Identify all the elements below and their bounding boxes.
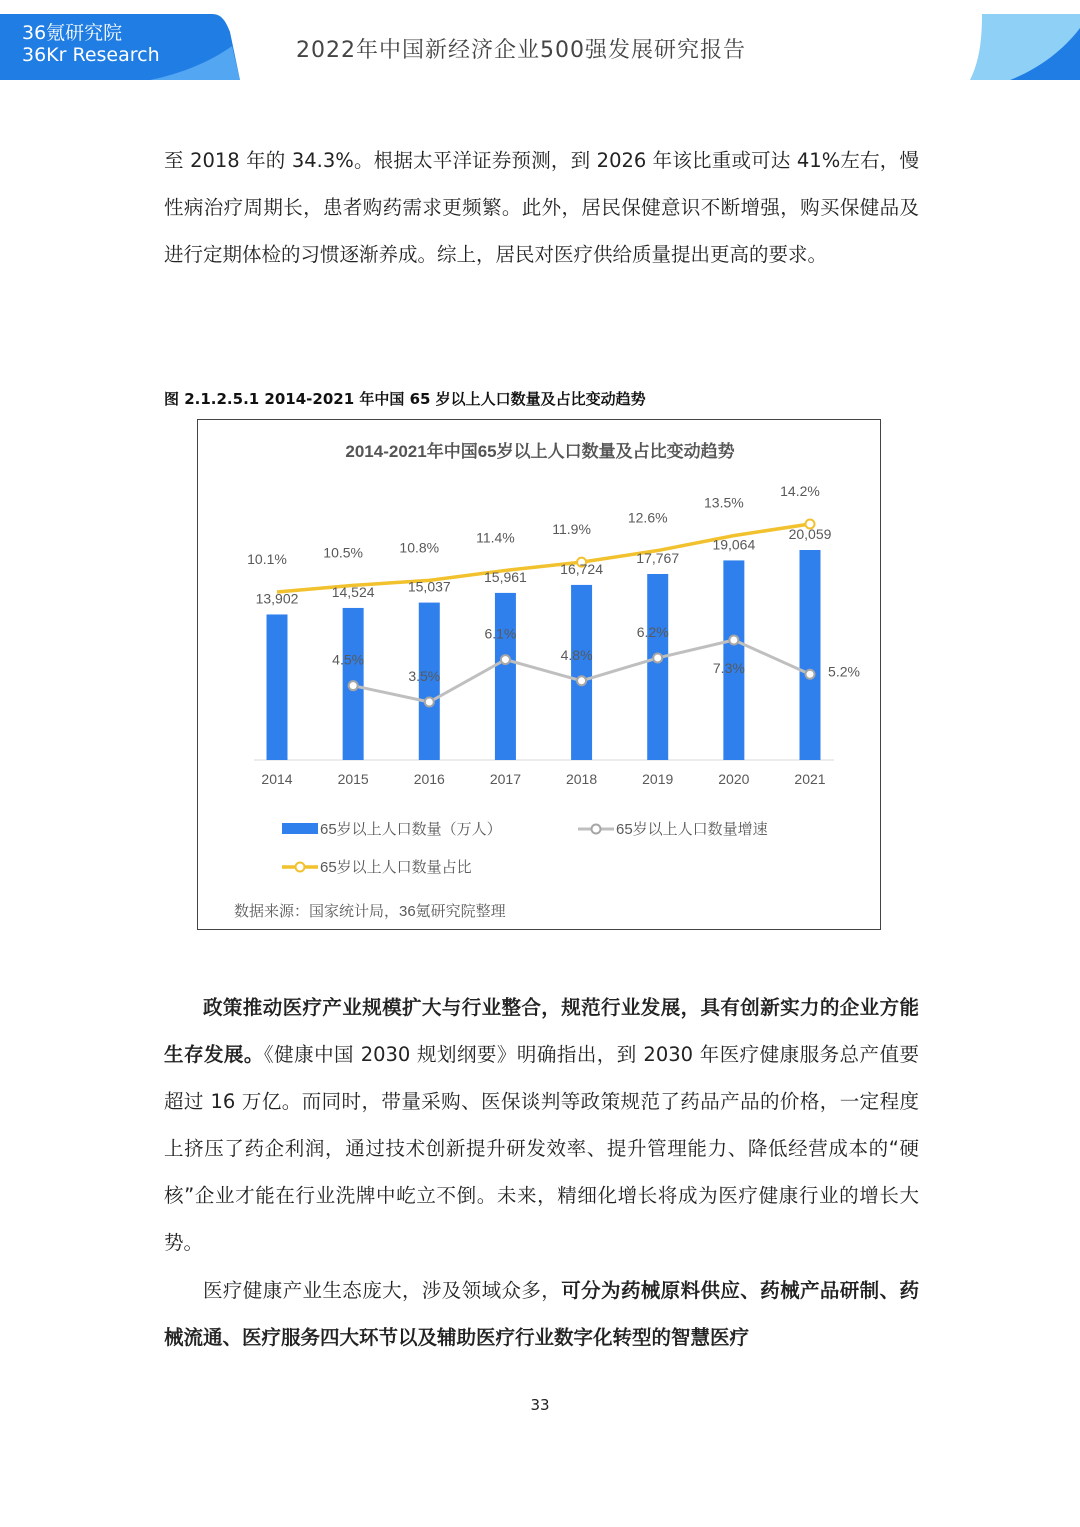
bar-label-2016: 15,037 — [407, 578, 451, 595]
page-number: 33 — [530, 1396, 550, 1414]
bar-2014 — [267, 614, 288, 760]
bar-label-2018: 16,724 — [560, 560, 603, 577]
page-header — [0, 0, 1080, 82]
category-label-2019: 2019 — [642, 771, 674, 787]
share-label-2020: 13.5% — [704, 494, 744, 511]
growth-point-2019 — [653, 653, 662, 662]
bar-label-2017: 15,961 — [484, 568, 527, 585]
chart-title: 2014-2021年中国65岁以上人口数量及占比变动趋势 — [345, 442, 735, 461]
report-title: 2022年中国新经济企业500强发展研究报告 — [296, 38, 746, 63]
growth-point-2018 — [577, 676, 586, 685]
paragraph-2-text — [164, 984, 919, 1266]
growth-point-2021 — [806, 670, 815, 679]
share-label-2015: 10.5% — [323, 544, 363, 561]
bar-label-2021: 20,059 — [788, 526, 832, 542]
paragraph-3-bold: 可分为药械原料供应、药械产品研制、药械流通、医疗服务四大环节以及辅助医疗行业数字化转型的智慧医疗 — [164, 1279, 919, 1349]
bar-2021 — [800, 550, 821, 760]
share-label-2017: 11.4% — [476, 529, 515, 546]
bar-label-2015: 14,524 — [331, 583, 375, 600]
corner-decoration — [970, 0, 1080, 80]
paragraph-2-bold: 政策推动医疗产业规模扩大与行业整合，规范行业发展，具有创新实力的企业方能生存发展。 — [164, 996, 919, 1066]
paragraph-1-text: 至 2018 年的 34.3%。根据太平洋证券预测，到 2026 年该比重或可达 41%左右，慢性病治疗周期长，患者购药需求更频繁。此外，居民保健意识不断增强，购买保健品及进行定期体检的习惯逐渐养成。综上，居民对医疗供给质量提出更高的要求。 — [164, 149, 919, 266]
legend-marker-share — [296, 863, 305, 872]
bar-label-2014: 13,902 — [255, 590, 299, 607]
growth-label-2021: 5.2% — [828, 663, 860, 680]
legend-swatch-bars — [282, 823, 318, 834]
growth-point-2017 — [501, 655, 510, 664]
share-label-2019: 12.6% — [627, 509, 668, 526]
growth-label-2016: 3.5% — [408, 668, 441, 684]
bar-2019 — [647, 574, 668, 760]
category-label-2021: 2021 — [794, 771, 826, 787]
category-label-2018: 2018 — [565, 771, 598, 787]
logo-line-cn: 36氪研究院 — [22, 22, 123, 44]
growth-label-2017: 6.1% — [484, 625, 517, 642]
growth-label-2020: 7.3% — [712, 660, 745, 676]
legend-marker-growth — [592, 825, 601, 834]
growth-label-2018: 4.8% — [560, 646, 593, 663]
chart-container — [197, 419, 881, 930]
share-label-2021: 14.2% — [780, 483, 820, 499]
growth-point-2016 — [425, 698, 434, 707]
paragraph-1 — [164, 137, 919, 278]
paragraph-2-rest: 《健康中国 2030 规划纲要》明确指出，到 2030 年医疗健康服务总产值要超过 16 万亿。而同时，带量采购、医保谈判等政策规范了药品产品的价格，一定程度上挤压了药企利润，通过技术创新提升研发效率、提升管理能力、降低经营成本的“硬核”企业才能在行业洗牌中屹立不倒。未来，精细化增长将成为医疗健康行业的增长大势。 — [164, 1043, 919, 1254]
bar-2018 — [571, 585, 592, 760]
paragraph-3 — [164, 1267, 919, 1361]
growth-point-2015 — [349, 681, 358, 690]
legend-label-share: 65岁以上人口数量占比 — [320, 859, 472, 876]
bar-2017 — [495, 593, 516, 760]
share-label-2016: 10.8% — [399, 539, 440, 556]
category-label-2015: 2015 — [337, 771, 369, 787]
paragraph-3-text — [164, 1267, 919, 1361]
logo-line-en: 36Kr Research — [22, 44, 160, 66]
legend-label-bars: 65岁以上人口数量（万人） — [320, 821, 502, 838]
category-label-2016: 2016 — [413, 771, 445, 787]
share-label-2014: 10.1% — [247, 551, 287, 567]
share-label-2018: 11.9% — [552, 521, 591, 538]
growth-label-2019: 6.2% — [636, 623, 669, 640]
bar-label-2019: 17,767 — [636, 549, 680, 566]
figure-caption: 图 2.1.2.5.1 2014-2021 年中国 65 岁以上人口数量及占比变动趋势 — [164, 390, 646, 408]
bar-label-2020: 19,064 — [712, 536, 756, 553]
growth-label-2015: 4.5% — [332, 651, 365, 668]
legend-label-growth: 65岁以上人口数量增速 — [616, 821, 768, 838]
paragraph-3-plain: 医疗健康产业生态庞大，涉及领域众多， — [203, 1279, 562, 1302]
category-label-2014: 2014 — [261, 771, 293, 787]
growth-point-2020 — [729, 636, 738, 645]
chart-source: 数据来源：国家统计局，36氪研究院整理 — [234, 903, 506, 920]
logo-text — [22, 22, 160, 66]
category-label-2017: 2017 — [489, 771, 522, 787]
paragraph-2 — [164, 984, 919, 1266]
chart — [198, 420, 882, 931]
category-label-2020: 2020 — [718, 771, 750, 787]
